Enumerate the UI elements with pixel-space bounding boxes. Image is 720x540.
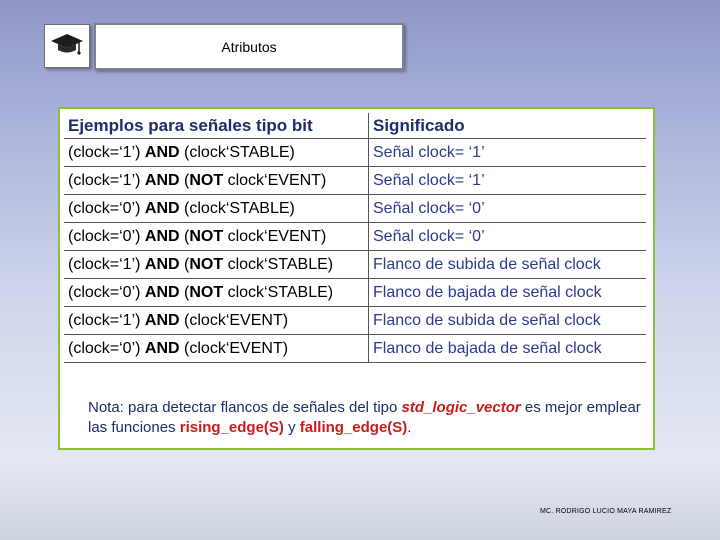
type-name: std_logic_vector [401,399,521,416]
graduation-cap-icon [50,31,84,62]
keyword-and: AND [144,227,180,245]
page-title: Atributos [221,38,277,55]
logo-box [44,24,90,68]
attributes-table [64,113,646,363]
keyword-and: AND [144,311,180,329]
meaning-cell: Señal clock= ‘1’ [369,167,647,195]
keyword-and: AND [144,339,180,357]
example-cell: (clock=‘0’) AND (NOT clock‘STABLE) [64,279,369,307]
table-row [64,279,646,307]
table-row [64,195,646,223]
keyword-and: AND [144,143,180,161]
keyword-and: AND [144,199,180,217]
meaning-cell: Señal clock= ‘0’ [369,195,647,223]
content-panel [58,107,655,450]
table-row [64,307,646,335]
table-row [64,335,646,363]
keyword-not: NOT [189,283,224,301]
example-cell: (clock=‘1’) AND (clock‘STABLE) [64,139,369,167]
table-row [64,223,646,251]
meaning-cell: Señal clock= ‘1’ [369,139,647,167]
title-box [94,23,404,70]
table-row [64,167,646,195]
keyword-not: NOT [189,227,224,245]
footer-author: MC. RODRIGO LUCIO MAYA RAMIREZ [540,508,672,515]
meaning-cell: Señal clock= ‘0’ [369,223,647,251]
example-cell: (clock=‘1’) AND (clock‘EVENT) [64,307,369,335]
meaning-cell: Flanco de bajada de señal clock [369,279,647,307]
keyword-not: NOT [189,171,224,189]
example-cell: (clock=‘0’) AND (clock‘EVENT) [64,335,369,363]
keyword-not: NOT [189,255,224,273]
meaning-cell: Flanco de subida de señal clock [369,307,647,335]
meaning-cell: Flanco de bajada de señal clock [369,335,647,363]
function-rising-edge: rising_edge(S) [179,419,284,436]
example-cell: (clock=‘0’) AND (NOT clock‘EVENT) [64,223,369,251]
table-header-row [64,113,646,139]
note-text: Nota: para detectar flancos de señales del tipo std_logic_vector es mejor emplear las funciones rising_edge(S) y falling_edge(S). [88,399,641,436]
table-row [64,139,646,167]
column-header-meaning: Significado [369,113,647,139]
column-header-examples: Ejemplos para señales tipo bit [64,113,369,139]
keyword-and: AND [144,283,180,301]
keyword-and: AND [144,255,180,273]
keyword-and: AND [144,171,180,189]
table-row [64,251,646,279]
example-cell: (clock=‘1’) AND (NOT clock‘EVENT) [64,167,369,195]
example-cell: (clock=‘0’) AND (clock‘STABLE) [64,195,369,223]
function-falling-edge: falling_edge(S) [299,419,408,436]
meaning-cell: Flanco de subida de señal clock [369,251,647,279]
example-cell: (clock=‘1’) AND (NOT clock‘STABLE) [64,251,369,279]
